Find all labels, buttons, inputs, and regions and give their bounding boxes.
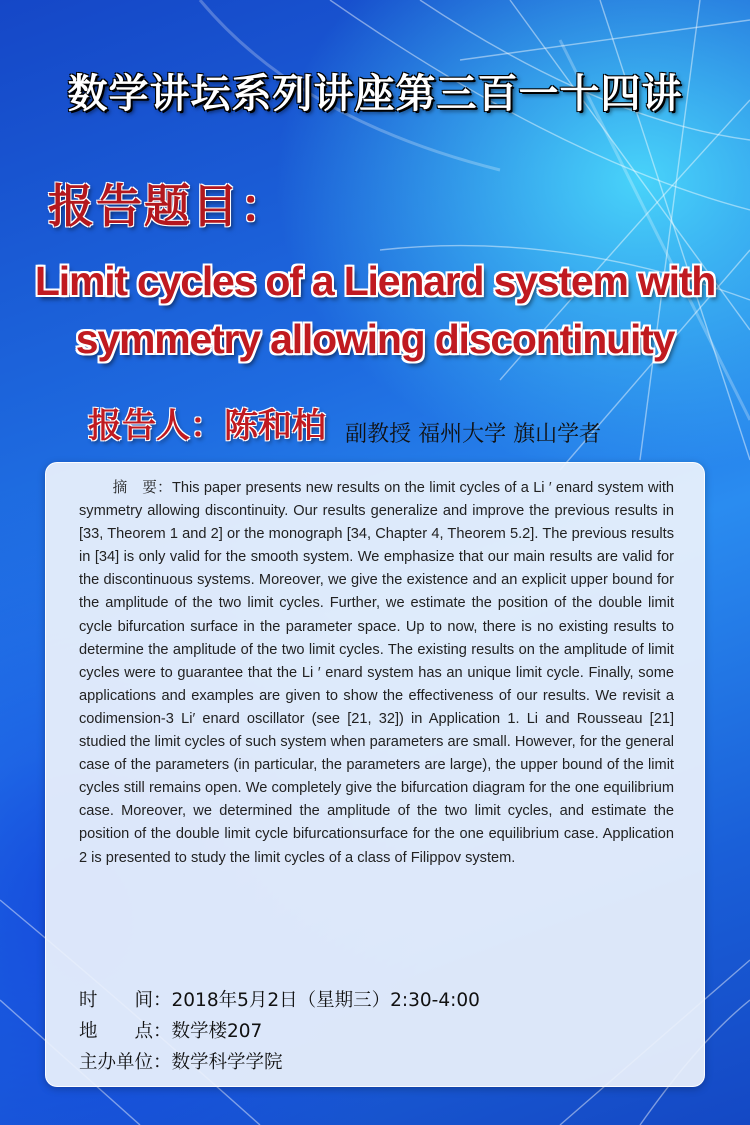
speaker-name: 陈和柏 (224, 406, 326, 446)
host-label: 主办单位： (79, 1052, 172, 1073)
time-value: 2018年5月2日（星期三）2:30-4:00 (171, 990, 480, 1011)
abstract (79, 477, 674, 870)
time-label: 时 间： (79, 990, 172, 1011)
time-row (79, 985, 480, 1016)
abstract-panel (45, 462, 705, 1087)
place-label: 地 点： (79, 1021, 172, 1042)
speaker-row (88, 398, 601, 447)
talk-title-line-1: Limit cycles of a Lienard system with (34, 258, 716, 304)
event-details (79, 985, 480, 1078)
talk-title-line-2: symmetry allowing discontinuity (75, 316, 675, 362)
talk-title (0, 252, 750, 368)
speaker-label: 报告人： (88, 406, 224, 446)
place-row (79, 1016, 480, 1047)
place-value: 数学楼207 (171, 1021, 263, 1042)
lecture-series-title: 数学讲坛系列讲座第三百一十四讲 (67, 70, 683, 117)
speaker-affiliation: 副教授 福州大学 旗山学者 (345, 422, 602, 447)
host-value: 数学科学学院 (171, 1052, 283, 1073)
abstract-text: This paper presents new results on the limit cycles of a Li ′ enard system with symmetry allowing discontinuity. Our results generalize and improve the previous results in [33, Theorem 1 and 2] or the monograph [34, Chapter 4, Theorem 5.2]. The previous results in [34] is only valid for the smooth system. We emphasize that our main results are valid for the discontinuous systems. Moreover, we give the existence and an explicit upper bound for the amplitude of the two limit cycles. Further, we estimate the position of the double limit cycle bifurcation surface in the parameter space. Up to now, there is no existing results to determine the amplitude of the two limit cycles. The existing results on the amplitude of limit cycles were to guarantee that the Li ′ enard system has an unique limit cycle. Finally, some applications and examples are given to show the effectiveness of our results. We revisit a codimension-3 Li′ enard oscillator (see [21, 32]) in Application 1. Li and Rousseau [21] studied the limit cycles of such system when parameters are small. However, for the general case of the parameters (in particular, the parameters are large), the upper bound of the limit cycles still remains open. We completely give the bifurcation diagram for the one equilibrium case. Moreover, we determined the amplitude of the two limit cycles, and estimate the position of the double limit cycle bifurcationsurface for the one equilibrium case. Application 2 is presented to study the limit cycles of a class of Filippov system. (79, 480, 674, 866)
abstract-label: 摘 要： (112, 480, 172, 496)
host-row (79, 1047, 480, 1078)
topic-label: 报告题目： (48, 179, 288, 233)
